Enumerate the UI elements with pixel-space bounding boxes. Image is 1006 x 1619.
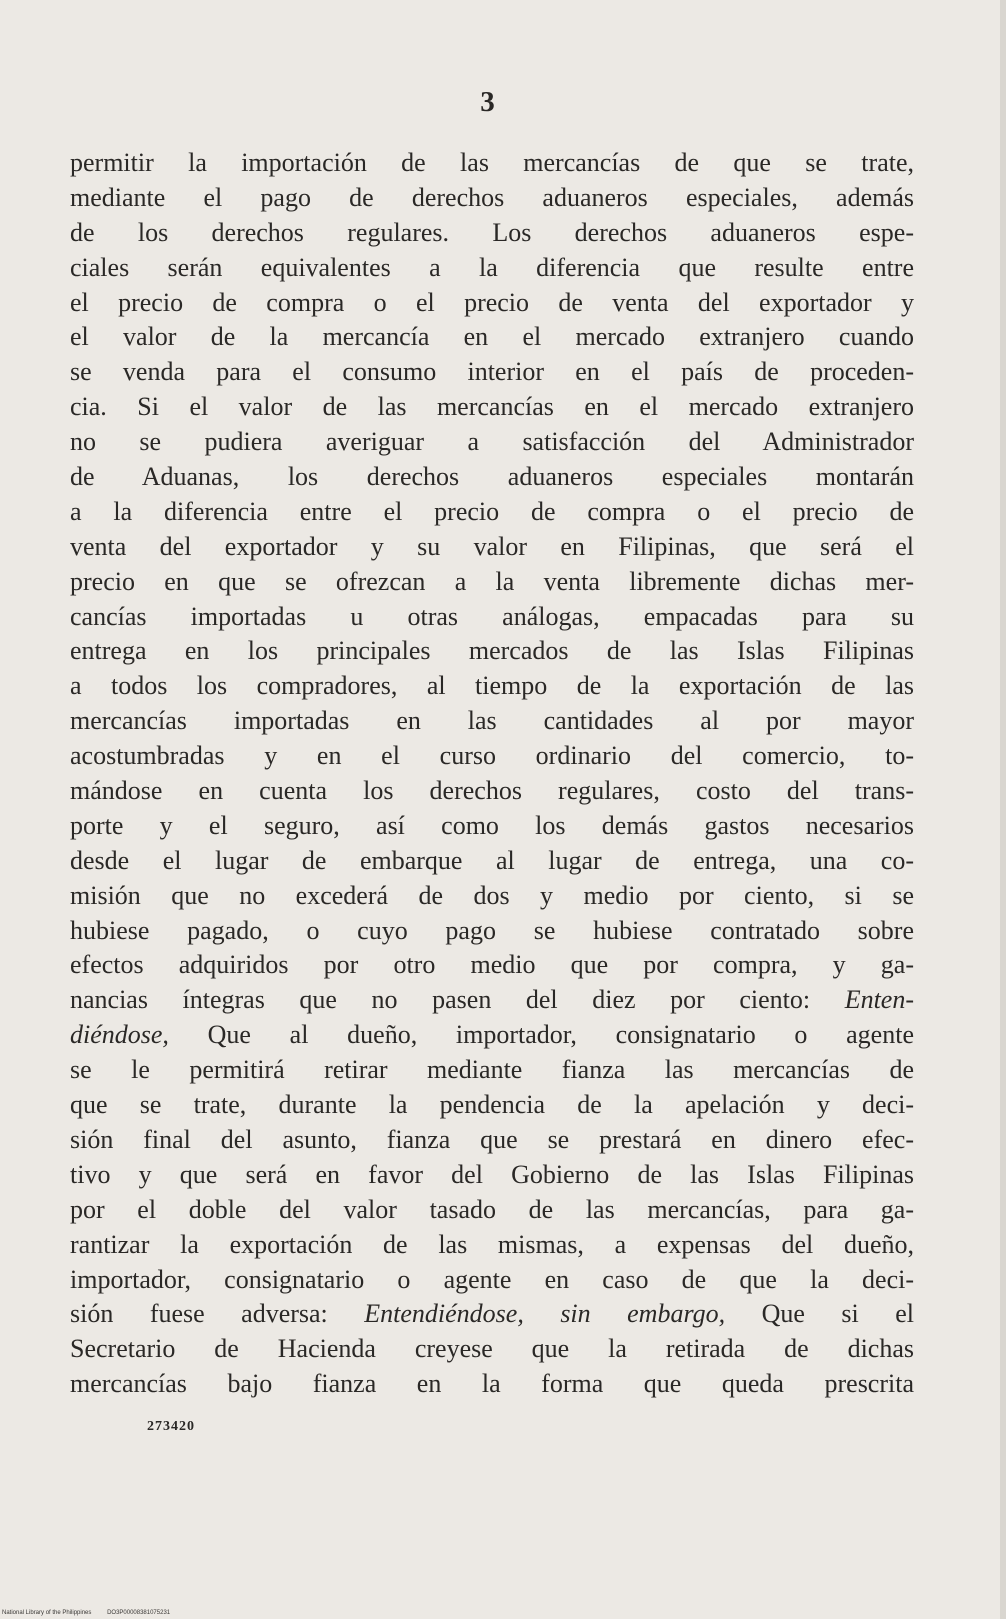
footer-library-name: National Library of the Philippines [2, 1610, 92, 1616]
text-line: por el doble del valor tasado de las mercancías, para ga- [70, 1194, 914, 1224]
text-line [70, 1018, 914, 1053]
text-line-segment: nancias íntegras que no pasen del diez por ciento: [70, 985, 845, 1015]
text-line: sión final del asunto, fianza que se prestará en dinero efec- [70, 1124, 914, 1154]
text-line: precio en que se ofrezcan a la venta libremente dichas mer- [70, 566, 914, 596]
text-line: efectos adquiridos por otro medio que por compra, y ga- [70, 950, 914, 980]
text-line: Secretario de Hacienda creyese que la retirada de dichas [70, 1334, 914, 1364]
text-line: mercancías importadas en las cantidades al por mayor [70, 706, 914, 736]
text-line: permitir la importación de las mercancías de que se trate, [70, 148, 914, 177]
text-line: a todos los compradores, al tiempo de la exportación de las [70, 671, 914, 701]
text-line: desde el lugar de embarque al lugar de entrega, una co- [70, 845, 914, 875]
text-line: venta del exportador y su valor en Filipinas, que será el [70, 531, 914, 561]
text-line: mándose en cuenta los derechos regulares, costo del trans- [70, 776, 914, 806]
scan-edge [1000, 0, 1006, 1619]
text-line: importador, consignatario o agente en caso de que la deci- [70, 1264, 914, 1294]
text-line: se le permitirá retirar mediante fianza las mercancías de [70, 1055, 914, 1085]
text-line: entrega en los principales mercados de las Islas Filipinas [70, 636, 914, 666]
footer-credit [2, 1610, 170, 1616]
text-line: mediante el pago de derechos aduaneros especiales, además [70, 182, 914, 212]
text-line-segment: Que si el [725, 1299, 914, 1329]
italic-term: Enten- [844, 985, 914, 1015]
text-line: a la diferencia entre el precio de compra o el precio de [70, 496, 914, 526]
text-line [70, 1297, 914, 1332]
text-line-segment: sión fuese adversa: [70, 1299, 365, 1329]
italic-term: diéndose, [70, 1020, 169, 1050]
text-line: acostumbradas y en el curso ordinario del comercio, to- [70, 741, 914, 771]
text-line: mercancías bajo fianza en la forma que queda prescrita [70, 1369, 914, 1399]
text-line [70, 983, 914, 1018]
text-line: ciales serán equivalentes a la diferencia que resulte entre [70, 252, 914, 282]
text-line: hubiese pagado, o cuyo pago se hubiese contratado sobre [70, 915, 914, 945]
footer-scan-code: DO3P00008381075231 [107, 1610, 171, 1616]
text-line: no se pudiera averiguar a satisfacción del Administrador [70, 427, 914, 457]
text-line: tivo y que será en favor del Gobierno de las Islas Filipinas [70, 1159, 914, 1189]
text-line: el precio de compra o el precio de venta del exportador y [70, 287, 914, 317]
body-text [70, 146, 914, 1402]
text-line: de Aduanas, los derechos aduaneros especiales montarán [70, 462, 914, 492]
italic-term: Entendiéndose, sin embargo, [364, 1299, 726, 1329]
text-line: rantizar la exportación de las mismas, a expensas del dueño, [70, 1229, 914, 1259]
text-line-segment: Que al dueño, importador, consignatario o agente [168, 1020, 914, 1050]
text-line: de los derechos regulares. Los derechos aduaneros espe- [70, 217, 914, 247]
printer-mark: 273420 [147, 1419, 195, 1434]
text-line: se venda para el consumo interior en el país de proceden- [70, 357, 914, 387]
page-number: 3 [480, 86, 496, 118]
text-line: el valor de la mercancía en el mercado extranjero cuando [70, 322, 914, 352]
text-line: misión que no excederá de dos y medio por ciento, si se [70, 880, 914, 910]
text-line: cia. Si el valor de las mercancías en el mercado extranjero [70, 392, 914, 422]
text-line: porte y el seguro, así como los demás gastos necesarios [70, 810, 914, 840]
text-line: cancías importadas u otras análogas, empacadas para su [70, 601, 914, 631]
text-line: que se trate, durante la pendencia de la apelación y deci- [70, 1090, 914, 1120]
